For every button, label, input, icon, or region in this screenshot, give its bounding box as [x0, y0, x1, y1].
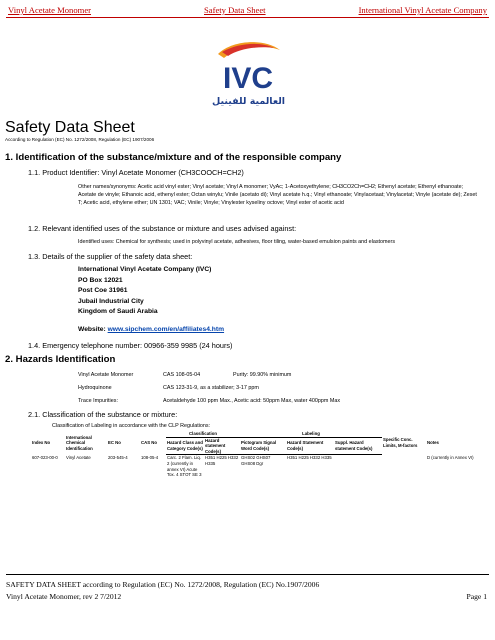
logo-swoosh-red [222, 44, 274, 56]
website-link[interactable]: www.sipchem.com/en/affiliates4.htm [107, 326, 225, 333]
hazard-row-extra: Purity: 99.90% minimum [233, 372, 292, 378]
section-1-4: 1.4. Emergency telephone number: 00966-359 9985 (24 hours) [28, 341, 233, 350]
running-header [6, 4, 489, 18]
hazard-row-value: CAS 123-31-9, as a stabilizer; 3-17 ppm [163, 385, 259, 391]
footer-page-number: Page 1 [466, 592, 487, 601]
supplier-po-box: PO Box 12021 [78, 276, 123, 284]
col-header: Suppl. Hazard statement Code(s) [334, 437, 382, 455]
synonyms-text: Other names/synonyms: Acetic acid vinyl ester; Vinyl acetate; Vinyl A monomer; VyAc; 1-Acetoxyethylene; CH3CO2Ch=CH2; Ethenyl acetate; Ethenyl ethanoate; Acetate de vinyle; Ethanoic acid, ethenyl ester; Octan winylu; Vinile (acetato di); Vinyl acetate h.q.; Vinyl ethanoate; Vinylacetaat; Vinylacetat; Vinyle (acetate de); Zeset T; Acetic acid, ethylene ether; UN 1301; VAC; Vinile; Vinyle; Vinylester kyseliny octove; Vinyl ester of acetic acid [78, 184, 477, 206]
table-cell: 203-545-4 [108, 454, 128, 460]
logo-arabic-text: العالمية للفينيل [212, 96, 286, 107]
footer-regulation: SAFETY DATA SHEET according to Regulation (EC) No. 1272/2008, Regulation (EC) No.1907/2006 [6, 580, 320, 589]
section-1-3: 1.3. Details of the supplier of the safety data sheet: [28, 252, 193, 261]
logo-letters: IVC [222, 62, 274, 95]
table-cell: Carc. 2 Flam. Liq. 2 (currently in annex VI) Acute Tox. 4 STOT SE 3 [167, 455, 202, 478]
website-label: Website: [78, 326, 108, 333]
hazard-row-value: CAS 108-05-04 [163, 372, 201, 378]
table-cell: GHS02 GHS07 GHS08 Dgr [241, 455, 271, 466]
col-header: International Chemical Identification [66, 434, 93, 451]
hazard-row-name: Trace Impurities: [78, 398, 118, 404]
table-cell: D (currently in Annex VI) [427, 454, 474, 460]
col-header: Hazard statement Code(s) [204, 437, 240, 455]
col-header: Specific Conc. Limits, M-factors [383, 437, 418, 448]
clp-intro: Classification of Labeling in accordance with the CLP Regulations: [52, 423, 211, 429]
supplier-website-line [78, 325, 224, 336]
document-subtitle: According to Regulation (EC) No. 1272/2008, Regulation (EC) 1907/2006 [5, 137, 155, 142]
col-header: Index No [32, 440, 51, 446]
hazard-row-name: Vinyl Acetate Monomer [78, 372, 134, 378]
section-1-2: 1.2. Relevant identified uses of the substance or mixture and uses advised against: [28, 224, 297, 233]
table-cell [334, 455, 382, 478]
header-doc-type: Safety Data Sheet [204, 5, 266, 15]
document-title: Safety Data Sheet [5, 119, 135, 136]
col-header: EC No [108, 440, 121, 446]
section-1-heading: 1. Identification of the substance/mixture and of the responsible company [5, 152, 342, 163]
hazard-row-name: Hydroquinone [78, 385, 112, 391]
table-row [31, 455, 476, 478]
labeling-group-header: Labeling [240, 431, 382, 437]
table-cell: 108-05-4 [141, 454, 159, 460]
table-cell: 607-023-00-0 [32, 454, 58, 460]
col-header: Pictogram Signal Word Code(s) [240, 437, 286, 455]
col-header: Notes [427, 440, 439, 446]
table-cell: H351 H225 H332 H335 [205, 455, 239, 466]
identified-uses: Identified uses: Chemical for synthesis; used in polyvinyl acetate, adhesives, floor tiling, water-based emulsion paints and elastomers [78, 239, 396, 245]
hazard-row-value: Acetaldehyde 100 ppm Max., Acetic acid: 50ppm Max, water 400ppm Max [163, 398, 341, 404]
table-cell [382, 455, 426, 478]
supplier-post-code: Post Coe 31961 [78, 287, 128, 294]
supplier-name: International Vinyl Acetate Company (IVC) [78, 266, 212, 273]
supplier-address [78, 265, 211, 318]
col-header: CAS No [141, 440, 157, 446]
clp-classification-table [31, 431, 476, 478]
ivc-logo [200, 38, 296, 96]
section-2-1: 2.1. Classification of the substance or mixture: [28, 410, 178, 419]
supplier-city: Jubail Industrial City [78, 297, 144, 305]
section-2-heading: 2. Hazards Identification [5, 354, 116, 365]
table-cell: Vinyl Acetate [66, 454, 91, 460]
header-company: International Vinyl Acetate Company [358, 5, 487, 15]
footer-divider [6, 574, 489, 575]
table-cell: H351 H225 H332 H335 [287, 455, 332, 461]
classification-group-header: Classification [166, 431, 240, 437]
supplier-country: Kingdom of Saudi Arabia [78, 308, 158, 315]
section-1-1: 1.1. Product Identifier: Vinyl Acetate Monomer (CH3COOCH=CH2) [28, 168, 244, 177]
col-header: Hazard Class and Category Code(s) [166, 437, 204, 455]
footer-revision: Vinyl Acetate Monomer, rev 2 7/2012 [6, 592, 122, 601]
col-header: Hazard Statement Code(s) [286, 437, 334, 455]
header-product: Vinyl Acetate Monomer [8, 5, 92, 15]
